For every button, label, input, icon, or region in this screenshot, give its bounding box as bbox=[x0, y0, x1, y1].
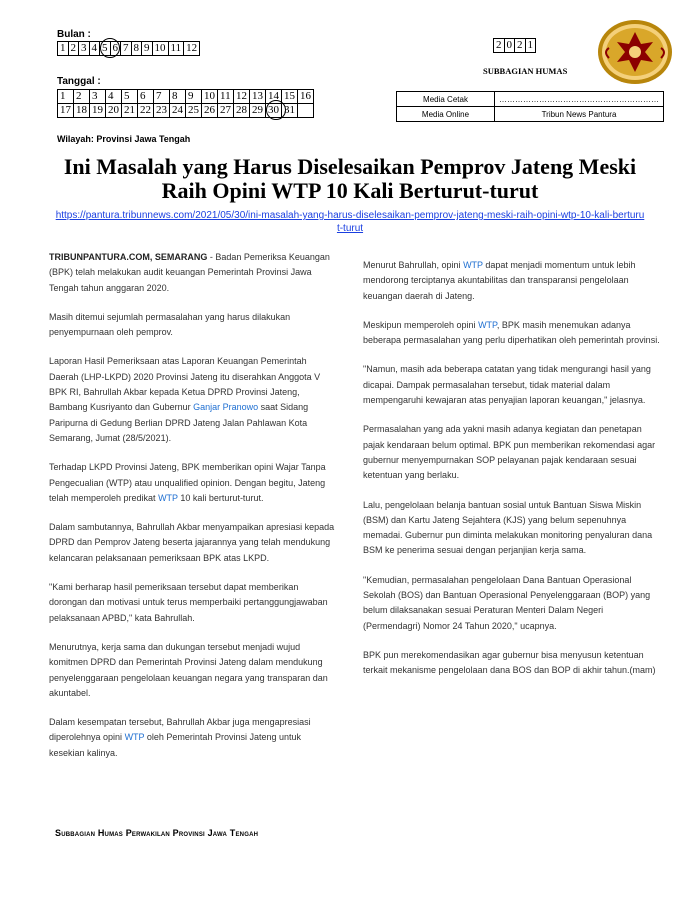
article-column-left bbox=[49, 250, 337, 775]
month-cell-value: 4 bbox=[91, 42, 97, 54]
paragraph: Permasalahan yang ada yakni masih adanya kegiatan dan penetapan pajak kendaraan belum optimal. BPK pun memberikan rekomendasi agar gubernur menyempurnakan SOP pelayanan pajak kendaraan sesuai ketentuan yang berlaku. bbox=[363, 424, 656, 481]
date-cell-value: 3 bbox=[92, 90, 98, 102]
paragraph bbox=[363, 318, 663, 349]
media-label: Media Online bbox=[397, 107, 495, 122]
date-cell bbox=[74, 104, 90, 118]
footer-text: Subbagian Humas Perwakilan Provinsi Jawa Tengah bbox=[55, 828, 259, 838]
wtp-link[interactable]: WTP bbox=[478, 319, 497, 330]
paragraph-text: Terhadap LKPD Provinsi Jateng, BPK memberikan opini Wajar Tanpa Pengecualian (WTP) atau unqualified opinion. Dengan begitu, Jateng telah memperoleh predikat bbox=[49, 462, 326, 503]
date-cell bbox=[250, 90, 266, 104]
month-cell-value: 12 bbox=[186, 42, 198, 54]
bulan-label: Bulan : bbox=[57, 29, 91, 40]
ganjar-pranowo-link[interactable]: Ganjar Pranowo bbox=[193, 402, 259, 413]
month-cell-value: 7 bbox=[123, 42, 129, 54]
paragraph-text: dapat menjadi momentum untuk lebih mendorong terciptanya akuntabilitas dan transparansi pengelolaan keuangan daerah di Jateng. bbox=[363, 260, 636, 301]
month-cell-value: 6 bbox=[112, 42, 118, 54]
media-value: …………………………………………………… bbox=[495, 92, 664, 107]
date-grid bbox=[57, 89, 314, 118]
date-cell bbox=[90, 104, 106, 118]
article-title: Ini Masalah yang Harus Diselesaikan Pemprov Jateng Meski Raih Opini WTP 10 Kali Berturut-turut bbox=[63, 154, 637, 203]
month-cell bbox=[152, 42, 168, 56]
date-cell-value: 30 bbox=[268, 104, 279, 116]
date-cell bbox=[106, 104, 122, 118]
date-cell bbox=[266, 104, 282, 118]
date-cell-value: 17 bbox=[60, 104, 71, 116]
month-cell-value: 10 bbox=[154, 42, 166, 54]
date-cell bbox=[202, 104, 218, 118]
date-cell bbox=[170, 90, 186, 104]
month-grid bbox=[57, 41, 200, 56]
month-cell-value: 5 bbox=[102, 42, 108, 54]
month-cell-value: 1 bbox=[60, 42, 66, 54]
date-cell bbox=[90, 90, 106, 104]
paragraph-text: - Badan Pemeriksa Keuangan (BPK) telah melakukan audit keuangan Pemerintah Provinsi Jawa Tengah tahun anggaran 2020. bbox=[49, 252, 330, 293]
paragraph: Dalam sambutannya, Bahrullah Akbar menyampaikan apresiasi kepada DPRD dan Pemprov Jateng beserta jajarannya yang telah mendukung kelancaran pelaksanaan pemeriksaan BPK atas LKPD. bbox=[49, 522, 335, 563]
date-cell-value: 5 bbox=[124, 90, 130, 102]
article-column-right bbox=[363, 258, 663, 693]
paragraph: "Kami berharap hasil pemeriksaan tersebut dapat memberikan dorongan dan motivasi untuk terus memperbaiki pertanggungjawaban pelaksanaan APBD," kata Bahrullah. bbox=[49, 582, 328, 623]
bpk-emblem-icon bbox=[595, 18, 675, 86]
date-cell-value: 2 bbox=[76, 90, 82, 102]
date-cell-value: 19 bbox=[92, 104, 103, 116]
date-cell-value: 8 bbox=[172, 90, 178, 102]
year-digit-cell-value: 2 bbox=[496, 39, 502, 51]
year-digit-cell-value: 2 bbox=[517, 39, 523, 51]
date-cell bbox=[234, 104, 250, 118]
date-cell-value: 16 bbox=[300, 90, 311, 102]
month-cell bbox=[79, 42, 90, 56]
paragraph: "Namun, masih ada beberapa catatan yang tidak mengurangi hasil yang dicapai. Dampak permasalahan tersebut, tidak material dalam mempengaruhi kewajaran atas penyajian laporan keuangan," jelasnya. bbox=[363, 364, 651, 406]
paragraph-text: Laporan Hasil Pemeriksaan atas Laporan Keuangan Pemerintah Daerah (LHP-LKPD) 2020 Provinsi Jateng itu diserahkan Anggota V BPK RI, Bahrullah Akbar kepada Ketua DPRD Provinsi Jateng, Bambang Kusriyanto dan Gubernur bbox=[49, 356, 321, 413]
month-cell-value: 2 bbox=[70, 42, 76, 54]
paragraph: Menurutnya, kerja sama dan dukungan tersebut menjadi wujud komitmen DPRD dan Pemerintah Provinsi Jateng dalam mendukung penyelenggaraan pengelolaan keuangan negara yang transparan dan akuntabel. bbox=[49, 641, 328, 698]
month-cell bbox=[168, 42, 184, 56]
month-cell-value: 9 bbox=[144, 42, 150, 54]
article-url-link[interactable]: https://pantura.tribunnews.com/2021/05/30/ini-masalah-yang-harus-diselesaikan-pemprov-jateng-meski-raih-opini-wtp-10-kali-berturut-turut bbox=[55, 210, 645, 234]
paragraph-text: 10 kali berturut-turut. bbox=[177, 492, 264, 503]
date-cell-value: 26 bbox=[204, 104, 215, 116]
paragraph: Masih ditemui sejumlah permasalahan yang harus dilakukan penyempurnaan oleh pemprov. bbox=[49, 311, 291, 338]
date-cell bbox=[234, 90, 250, 104]
month-cell bbox=[142, 42, 153, 56]
paragraph-text: Meskipun memperoleh opini bbox=[363, 319, 479, 330]
date-cell-value: 6 bbox=[140, 90, 146, 102]
date-cell-value: 29 bbox=[252, 104, 263, 116]
paragraph-text: Menurut Bahrullah, opini bbox=[363, 260, 464, 270]
month-cell bbox=[121, 42, 132, 56]
date-cell-value: 12 bbox=[236, 90, 247, 102]
month-cell bbox=[100, 42, 111, 56]
date-cell-value: 23 bbox=[156, 104, 167, 116]
year-digit-cell-value: 1 bbox=[527, 39, 533, 51]
paragraph-text: Dalam kesempatan tersebut, Bahrullah Akbar juga mengapresiasi diperolehnya opini bbox=[49, 717, 311, 743]
date-cell bbox=[218, 90, 234, 104]
date-cell bbox=[58, 104, 74, 118]
date-cell-value: 1 bbox=[60, 90, 66, 102]
paragraph bbox=[49, 354, 337, 446]
month-cell bbox=[184, 42, 200, 56]
date-cell bbox=[218, 104, 234, 118]
year-box bbox=[493, 38, 536, 53]
tanggal-label: Tanggal : bbox=[57, 76, 101, 87]
year-digit-cell bbox=[525, 39, 536, 53]
month-cell-value: 11 bbox=[170, 42, 182, 54]
date-cell bbox=[282, 90, 298, 104]
date-cell bbox=[106, 90, 122, 104]
month-cell bbox=[131, 42, 142, 56]
org-label: SUBBAGIAN HUMAS bbox=[483, 66, 568, 76]
media-row-online bbox=[397, 107, 664, 122]
date-cell-value: 27 bbox=[220, 104, 231, 116]
month-cell bbox=[68, 42, 79, 56]
wtp-link[interactable]: WTP bbox=[124, 732, 145, 743]
date-cell-value: 21 bbox=[124, 104, 135, 116]
date-cell bbox=[122, 104, 138, 118]
dateline: TRIBUNPANTURA.COM, SEMARANG bbox=[49, 252, 208, 262]
date-cell bbox=[154, 90, 170, 104]
date-cell-value: 15 bbox=[284, 90, 295, 102]
date-cell-value: 20 bbox=[108, 104, 119, 116]
date-cell-value: 13 bbox=[252, 90, 263, 102]
month-cell bbox=[89, 42, 100, 56]
wilayah-label: Wilayah: Provinsi Jawa Tengah bbox=[57, 134, 191, 144]
paragraph-text: saat Sidang Paripurna di Gedung Berlian DPRD Jateng Jalan Pahlawan Kota Semarang, Jumat (28/5/2021). bbox=[49, 402, 309, 443]
wtp-link[interactable]: WTP bbox=[463, 260, 483, 270]
media-label: Media Cetak bbox=[397, 92, 495, 107]
year-digit-cell-value: 0 bbox=[506, 39, 512, 51]
media-row-cetak bbox=[397, 92, 664, 107]
date-cell bbox=[58, 90, 74, 104]
paragraph-text: , BPK masih menemukan adanya beberapa permasalahan yang perlu diperhatikan oleh pemerintah provinsi. bbox=[363, 319, 660, 346]
date-cell bbox=[250, 104, 266, 118]
date-cell bbox=[202, 90, 218, 104]
wtp-link[interactable]: WTP bbox=[158, 492, 178, 503]
paragraph bbox=[363, 258, 663, 304]
date-cell bbox=[186, 90, 202, 104]
paragraph: BPK pun merekomendasikan agar gubernur bisa menyusun ketentuan terkait mekanisme pengelolaan dana BOS dan BOP di akhir tahun.(mam) bbox=[363, 649, 656, 676]
date-cell-value: 11 bbox=[220, 90, 231, 102]
date-cell bbox=[170, 104, 186, 118]
paragraph: Lalu, pengelolaan belanja bantuan sosial untuk Bantuan Siswa Miskin (BSM) dan Kartu Jateng Sejahtera (KJS) yang belum sepenuhnya memadai. Gubernur pun diminta melakukan monitoring penyaluran dana BSM ke penerima sesuai dengan perjanjian kerja sama. bbox=[363, 499, 653, 556]
paragraph bbox=[49, 715, 337, 761]
date-cell bbox=[138, 90, 154, 104]
date-cell-value: 9 bbox=[188, 90, 194, 102]
date-cell bbox=[122, 90, 138, 104]
date-cell-value: 14 bbox=[268, 90, 279, 102]
date-cell bbox=[186, 104, 202, 118]
month-cell-value: 8 bbox=[133, 42, 139, 54]
media-value: Tribun News Pantura bbox=[495, 107, 664, 122]
date-cell bbox=[298, 104, 314, 118]
month-cell bbox=[58, 42, 69, 56]
date-cell bbox=[138, 104, 154, 118]
date-cell-value: 22 bbox=[140, 104, 151, 116]
date-cell-value: 24 bbox=[172, 104, 183, 116]
month-cell-value: 3 bbox=[81, 42, 87, 54]
date-cell-value: 4 bbox=[108, 90, 114, 102]
paragraph-text: oleh Pemerintah Provinsi Jateng untuk kesekian kalinya. bbox=[49, 732, 301, 758]
paragraph: "Kemudian, permasalahan pengelolaan Dana Bantuan Operasional Sekolah (BOS) dan Bantuan Operasional Penyelenggaraan (BOP) yang belum dilaksanakan sesuai Peraturan Menteri Dalam Negeri (Permendagri) Nomor 24 Tahun 2020," ucapnya. bbox=[363, 574, 651, 631]
date-cell-value: 25 bbox=[188, 104, 199, 116]
date-cell-value: 18 bbox=[76, 104, 87, 116]
date-cell-value: 7 bbox=[156, 90, 162, 102]
year-digit-cell bbox=[504, 39, 515, 53]
date-cell bbox=[154, 104, 170, 118]
paragraph bbox=[49, 460, 337, 506]
year-digit-cell bbox=[515, 39, 526, 53]
paragraph bbox=[49, 250, 337, 296]
media-table bbox=[396, 91, 664, 122]
date-cell bbox=[74, 90, 90, 104]
date-cell-value: 10 bbox=[204, 90, 215, 102]
date-cell bbox=[298, 90, 314, 104]
date-cell-value: 28 bbox=[236, 104, 247, 116]
year-digit-cell bbox=[494, 39, 505, 53]
date-cell-value: 31 bbox=[284, 104, 295, 116]
